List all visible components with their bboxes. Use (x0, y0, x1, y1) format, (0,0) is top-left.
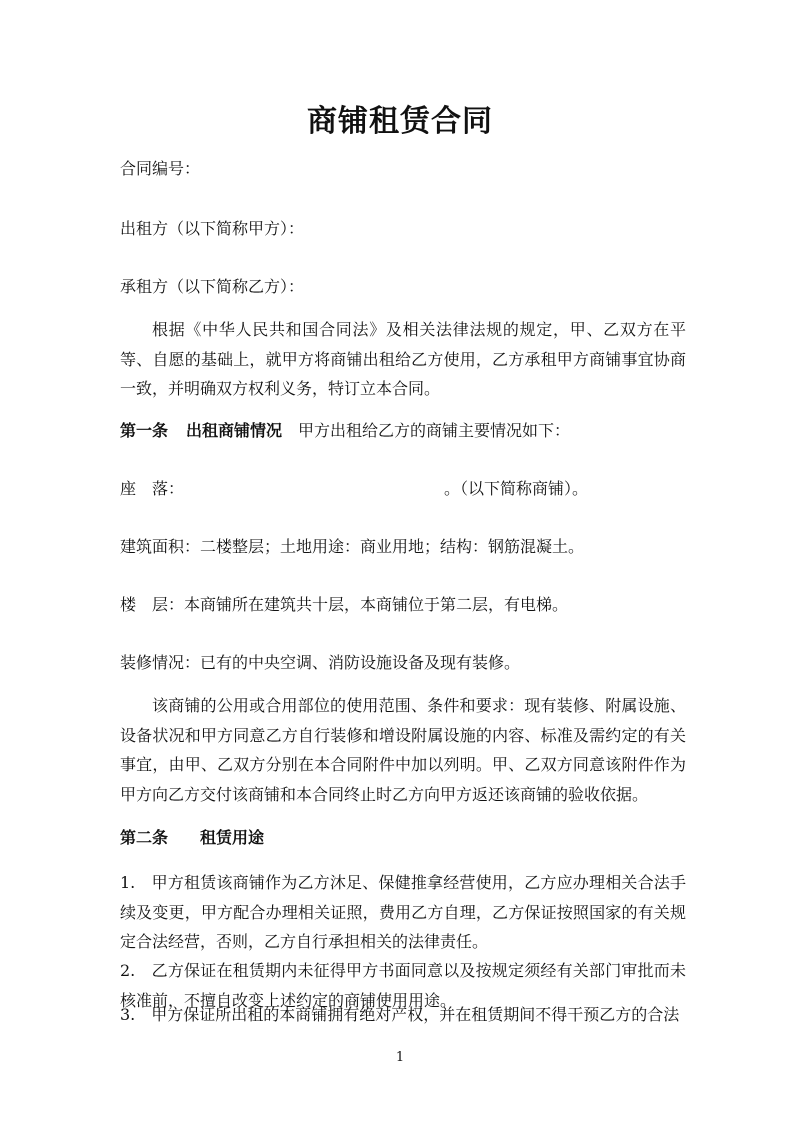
floor-line: 楼 层：本商铺所在建筑共十层，本商铺位于第二层，有电梯。 (120, 595, 569, 614)
location-label: 座 落： (120, 479, 185, 498)
contract-number-label: 合同编号： (120, 159, 201, 178)
page-number: 1 (395, 1050, 405, 1065)
article-1-intro: 甲方出租给乙方的商铺主要情况如下： (298, 421, 571, 440)
preamble-paragraph: 根据《中华人民共和国合同法》及相关法律法规的规定，甲、乙双方在平等、自愿的基础上，就甲方将商铺出租给乙方使用，乙方承租甲方商铺事宜协商一致，并明确双方权利义务，特订立本合同。 (120, 320, 686, 398)
article-2-item-2: 2. 乙方保证在租赁期内未征得甲方书面同意以及按规定须经有关部门审批而未核准前，不擅自改变上述约定的商铺使用用途。 (120, 961, 686, 1010)
article-2-header (120, 823, 686, 853)
article-1-heading: 出租商铺情况 (186, 421, 283, 440)
document-title: 商铺租赁合同 (307, 104, 493, 139)
location-line (120, 474, 686, 504)
lessee-label: 承租方（以下简称乙方）： (120, 277, 305, 296)
area-line: 建筑面积：二楼整层；土地用途：商业用地；结构：钢筋混凝土。 (120, 537, 585, 556)
article-2-number: 第二条 (120, 828, 169, 847)
article-2-item-3: 3. 甲方保证所出租的本商铺拥有绝对产权，并在租赁期间不得干预乙方的合法 (120, 1005, 680, 1024)
article-2-item-1: 1. 甲方租赁该商铺作为乙方沐足、保健推拿经营使用，乙方应办理相关合法手续及变更，甲方配合办理相关证照，费用乙方自理，乙方保证按照国家的有关规定合法经营，否则，乙方自行承担相关的法律责任。 (120, 873, 686, 951)
location-suffix: 。（以下简称商铺）。 (444, 479, 589, 498)
decoration-line: 装修情况：已有的中央空调、消防设施设备及现有装修。 (120, 653, 521, 672)
lessor-label: 出租方（以下简称甲方）： (120, 219, 305, 238)
article-2-heading: 租赁用途 (200, 828, 265, 847)
article-1-header (120, 416, 686, 446)
article-1-number: 第一条 (120, 421, 169, 440)
scope-paragraph: 该商铺的公用或合用部位的使用范围、条件和要求：现有装修、附属设施、设备状况和甲方同意乙方自行装修和增设附属设施的内容、标准及需约定的有关事宜，由甲、乙双方分别在本合同附件中加以列明。甲、乙双方同意该附件作为甲方向乙方交付该商铺和本合同终止时乙方向甲方返还该商铺的验收依据。 (120, 696, 686, 804)
